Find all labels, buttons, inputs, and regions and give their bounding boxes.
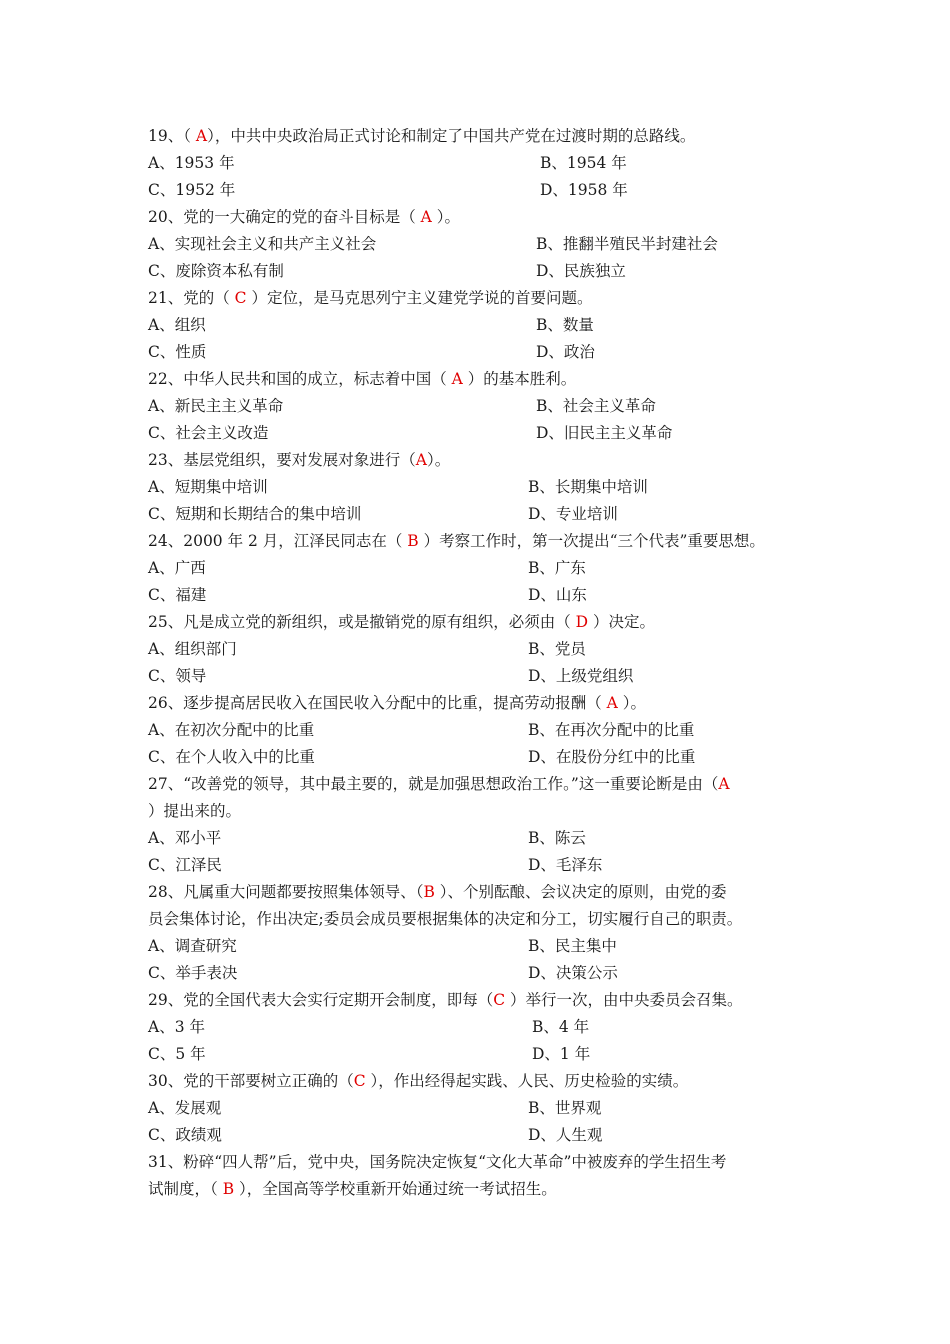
options-row (148, 960, 828, 987)
options-row (148, 1041, 828, 1068)
option-c: C、政绩观 (148, 1126, 222, 1144)
answer-mark: A (420, 208, 432, 226)
options-row (148, 1014, 828, 1041)
question-text: 21、党的（ (148, 289, 235, 307)
option-d: D、在股份分红中的比重 (528, 748, 696, 766)
question-text: ）提出来的。 (148, 802, 242, 820)
option-d: D、1958 年 (540, 181, 628, 199)
option-b: B、数量 (536, 316, 594, 334)
options-row (148, 177, 828, 204)
question-22-line-1 (148, 366, 828, 393)
option-b: B、社会主义革命 (536, 397, 656, 415)
options-row (148, 1095, 828, 1122)
options-row (148, 636, 828, 663)
options-row (148, 933, 828, 960)
options-row (148, 852, 828, 879)
question-text: 31、粉碎“四人帮”后，党中央，国务院决定恢复“文化大革命”中被废弃的学生招生考 (148, 1153, 727, 1171)
option-b: B、长期集中培训 (528, 478, 648, 496)
option-b: B、推翻半殖民半封建社会 (536, 235, 718, 253)
option-c: C、短期和长期结合的集中培训 (148, 505, 362, 523)
option-a: A、广西 (148, 559, 206, 577)
option-d: D、专业培训 (528, 505, 618, 523)
answer-mark: B (407, 532, 419, 550)
question-29-line-1 (148, 987, 828, 1014)
question-text: ）。 (426, 451, 451, 469)
question-text: ），作出经得起实践、人民、历史检验的实绩。 (365, 1072, 689, 1090)
question-text: ）举行一次，由中央委员会召集。 (505, 991, 743, 1009)
option-a: A、调查研究 (148, 937, 237, 955)
option-b: B、民主集中 (528, 937, 617, 955)
option-b: B、党员 (528, 640, 586, 658)
option-b: B、1954 年 (540, 154, 627, 172)
question-text: 员会集体讨论，作出决定;委员会成员要根据集体的决定和分工，切实履行自己的职责。 (148, 910, 743, 928)
option-d: D、上级党组织 (528, 667, 634, 685)
option-a: A、短期集中培训 (148, 478, 268, 496)
option-b: B、广东 (528, 559, 586, 577)
question-text: ）定位，是马克思列宁主义建党学说的首要问题。 (246, 289, 593, 307)
answer-mark: A (606, 694, 618, 712)
question-text: ）的基本胜利。 (462, 370, 577, 388)
option-d: D、毛泽东 (528, 856, 603, 874)
options-row (148, 555, 828, 582)
option-d: D、山东 (528, 586, 587, 604)
question-text: ）。 (617, 694, 647, 712)
option-c: C、5 年 (148, 1045, 206, 1063)
options-row (148, 339, 828, 366)
option-a: A、新民主主义革命 (148, 397, 284, 415)
option-a: A、邓小平 (148, 829, 222, 847)
question-text: ）、个别酝酿、会议决定的原则，由党的委 (434, 883, 727, 901)
answer-mark: C (353, 1072, 366, 1090)
question-text: ）决定。 (588, 613, 656, 631)
question-27-line-1 (148, 771, 828, 798)
question-30-line-1 (148, 1068, 828, 1095)
options-row (148, 150, 828, 177)
option-b: B、陈云 (528, 829, 586, 847)
option-a: A、在初次分配中的比重 (148, 721, 315, 739)
question-text: ）考察工作时，第一次提出“三个代表”重要思想。 (418, 532, 765, 550)
options-row (148, 312, 828, 339)
option-c: C、性质 (148, 343, 207, 361)
answer-mark: A (451, 370, 463, 388)
option-b: B、在再次分配中的比重 (528, 721, 695, 739)
question-24-line-1 (148, 528, 828, 555)
options-row (148, 663, 828, 690)
options-row (148, 717, 828, 744)
question-28-line-1 (148, 879, 828, 906)
option-a: A、3 年 (148, 1018, 205, 1036)
question-text: 22、中华人民共和国的成立，标志着中国（ (148, 370, 452, 388)
option-d: D、旧民主主义革命 (536, 424, 673, 442)
options-row (148, 744, 828, 771)
question-text: 30、党的干部要树立正确的（ (148, 1072, 354, 1090)
question-text: ），全国高等学校重新开始通过统一考试招生。 (234, 1180, 557, 1198)
option-a: A、发展观 (148, 1099, 222, 1117)
option-c: C、领导 (148, 667, 207, 685)
question-text: 19、（ (148, 127, 196, 145)
option-d: D、1 年 (532, 1045, 591, 1063)
option-a: A、组织部门 (148, 640, 237, 658)
options-row (148, 825, 828, 852)
option-c: C、在个人收入中的比重 (148, 748, 315, 766)
question-text: 25、凡是成立党的新组织，或是撤销党的原有组织，必须由（ (148, 613, 576, 631)
question-text: 24、2000 年 2 月，江泽民同志在（ (148, 532, 408, 550)
options-row (148, 258, 828, 285)
answer-mark: B (222, 1180, 235, 1198)
options-row (148, 501, 828, 528)
question-text: ）。 (431, 208, 461, 226)
question-text: 28、凡属重大问题都要按照集体领导、（ (148, 883, 424, 901)
option-c: C、江泽民 (148, 856, 222, 874)
question-text: 26、逐步提高居民收入在国民收入分配中的比重，提高劳动报酬（ (148, 694, 607, 712)
options-row (148, 1122, 828, 1149)
question-text: 29、党的全国代表大会实行定期开会制度，即每（ (148, 991, 494, 1009)
question-text: 27、“改善党的领导，其中最主要的，就是加强思想政治工作。”这一重要论断是由（ (148, 775, 719, 793)
option-d: D、民族独立 (536, 262, 626, 280)
answer-mark: A (718, 775, 730, 793)
option-b: B、4 年 (532, 1018, 590, 1036)
option-a: A、组织 (148, 316, 206, 334)
answer-mark: C (234, 289, 247, 307)
question-text: 23、基层党组织，要对发展对象进行（ (148, 451, 416, 469)
answer-mark: A (415, 451, 427, 469)
option-a: A、1953 年 (148, 154, 235, 172)
option-d: D、政治 (536, 343, 595, 361)
options-row (148, 231, 828, 258)
question-26-line-1 (148, 690, 828, 717)
options-row (148, 474, 828, 501)
question-20-line-1 (148, 204, 828, 231)
question-31-line-2 (148, 1176, 828, 1203)
option-c: C、1952 年 (148, 181, 236, 199)
question-31-line-1 (148, 1149, 828, 1176)
options-row (148, 582, 828, 609)
option-a: A、实现社会主义和共产主义社会 (148, 235, 377, 253)
answer-mark: C (493, 991, 506, 1009)
option-c: C、举手表决 (148, 964, 238, 982)
question-25-line-1 (148, 609, 828, 636)
option-c: C、福建 (148, 586, 207, 604)
options-row (148, 420, 828, 447)
option-b: B、世界观 (528, 1099, 602, 1117)
answer-mark: A (195, 127, 208, 145)
option-d: D、人生观 (528, 1126, 603, 1144)
question-27-line-2 (148, 798, 828, 825)
question-text: 试制度，（ (148, 1180, 223, 1198)
option-d: D、决策公示 (528, 964, 618, 982)
options-row (148, 393, 828, 420)
option-c: C、废除资本私有制 (148, 262, 284, 280)
question-text: ），中共中央政治局正式讨论和制定了中国共产党在过渡时期的总路线。 (207, 127, 696, 145)
question-28-line-2 (148, 906, 828, 933)
question-23-line-1 (148, 447, 828, 474)
question-text: 20、党的一大确定的党的奋斗目标是（ (148, 208, 421, 226)
answer-mark: B (423, 883, 435, 901)
answer-mark: D (575, 613, 589, 631)
question-21-line-1 (148, 285, 828, 312)
option-c: C、社会主义改造 (148, 424, 269, 442)
question-19-line-1 (148, 123, 828, 150)
